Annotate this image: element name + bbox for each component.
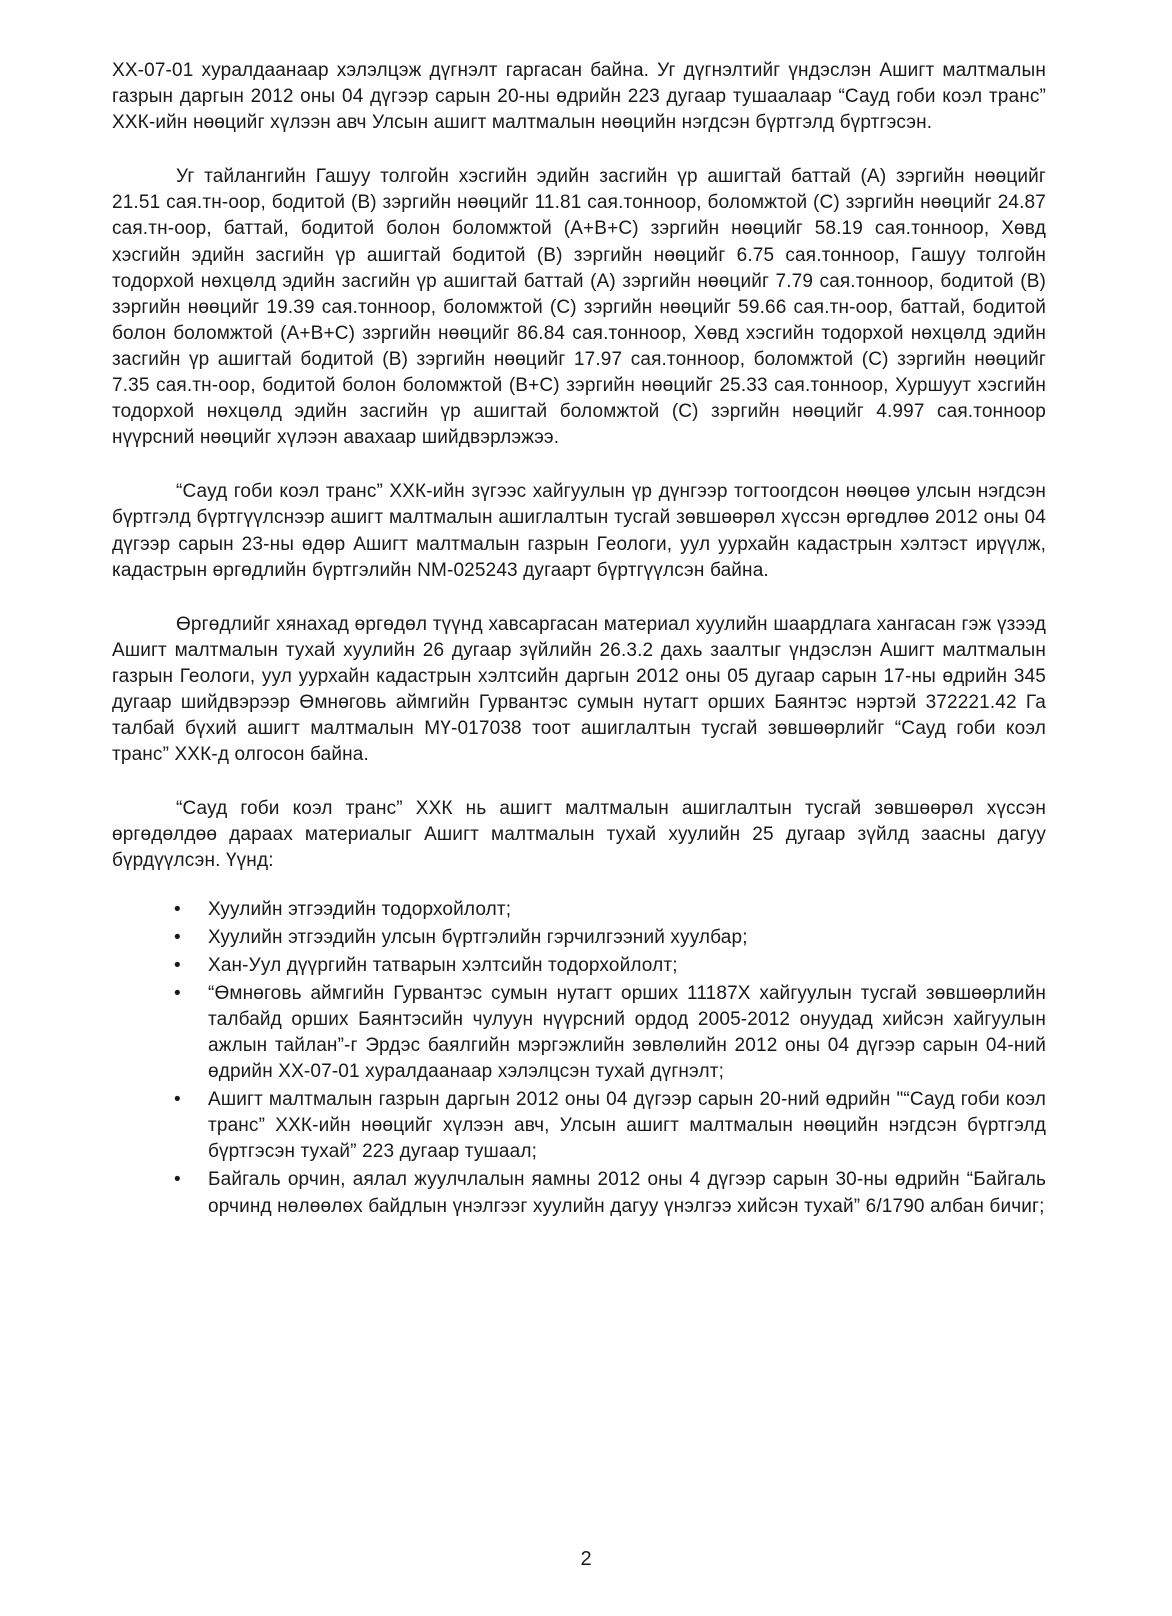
bullet-icon: • (174, 1089, 181, 1111)
list-item: • Хан-Уул дүүргийн татварын хэлтсийн тодорхойлолт; (168, 953, 1046, 979)
list-item: • Хуулийн этгээдийн тодорхойлолт; (168, 897, 1046, 923)
page-number: 2 (580, 1548, 592, 1570)
list-item: • “Өмнөговь аймгийн Гурвантэс сумын нутагт орших 11187Х хайгуулын тусгай зөвшөөрлийн талбайд орших Баянтэсийн чулуун нүүрсний ордод 2005-2012 онуудад хийсэн хайгуулын ажлын тайлан”-г Эрдэс баялгийн мэргэжлийн зөвлөлийн 2012 оны 04 дүгээр сарын 04-ний өдрийн XX-07-01 хуралдаанаар хэлэлцсэн тухай дүгнэлт; (174, 982, 1046, 1083)
bullet-icon: • (174, 898, 181, 920)
bullet-icon: • (174, 1169, 181, 1191)
paragraph-registration: “Сауд гоби коэл транс” ХХК-ийн зүгээс хайгуулын үр дүнгээр тогтоогдсон нөөцөө улсын нэгдсэн бүртгэлд бүртгүүлснээр ашигт малтмалын ашиглалтын тусгай зөвшөөрөл хүссэн өргөдлөө 2012 оны 04 дүгээр сарын 23-ны өдөр Ашигт малтмалын газрын Геологи, уул уурхайн кадастрын хэлтэст ирүүлж, кадастрын өргөдлийн бүртгэлийн NM-025243 дугаарт бүртгүүлсэн байна. (112, 481, 1046, 581)
bullet-icon: • (174, 954, 181, 976)
paragraph-materials: “Сауд гоби коэл транс” ХХК нь ашигт малтмалын ашиглалтын тусгай зөвшөөрөл хүссэн өргөдөлдөө дараах материалыг Ашигт малтмалын тухай хуулийн 25 дугаар зүйлд заасны дагуу бүрдүүлсэн. Үүнд: (112, 798, 1046, 872)
paragraph-continuation: XX-07-01 хуралдаанаар хэлэлцэж дүгнэлт гаргасан байна. Уг дүгнэлтийг үндэслэн Ашигт малтмалын газрын даргын 2012 оны 04 дүгээр сарын 20-ны өдрийн 223 дугаар тушаалаар “Сауд гоби коэл транс” ХХК-ийн нөөцийг хүлээн авч Улсын ашигт малтмалын нөөцийн нэгдсэн бүртгэлд бүртгэсэн. (112, 60, 1046, 134)
page-body (112, 58, 1046, 1222)
bullet-icon: • (174, 926, 181, 948)
list-item: • Хуулийн этгээдийн улсын бүртгэлийн гэрчилгээний хуулбар; (168, 925, 1046, 951)
paragraph-reserves: Уг тайлангийн Гашуу толгойн хэсгийн эдийн засгийн үр ашигтай баттай (А) зэргийн нөөцийг 21.51 сая.тн-оор, бодитой (В) зэргийн нөөцийг 11.81 сая.тонноор, боломжтой (С) зэргийн нөөцийг 24.87 сая.тн-оор, баттай, бодитой болон боломжтой (А+В+С) зэргийн нөөцийг 58.19 сая.тонноор, Хөвд хэсгийн эдийн засгийн үр ашигтай бодитой (В) зэргийн нөөцийг 6.75 сая.тонноор, Гашуу толгойн тодорхой нөхцөлд эдийн засгийн үр ашигтай баттай (А) зэргийн нөөцийг 7.79 сая.тонноор, бодитой (В) зэргийн нөөцийг 19.39 сая.тонноор, боломжтой (С) зэргийн нөөцийг 59.66 сая.тн-оор, баттай, бодитой болон боломжтой (А+В+С) зэргийн нөөцийг 86.84 сая.тонноор, Хөвд хэсгийн тодорхой нөхцөлд эдийн засгийн үр ашигтай бодитой (В) зэргийн нөөцийг 17.97 сая.тонноор, боломжтой (С) зэргийн нөөцийг 7.35 сая.тн-оор, бодитой болон боломжтой (В+С) зэргийн нөөцийг 25.33 сая.тонноор, Хуршуут хэсгийн тодорхой нөхцөлд эдийн засгийн үр ашигтай боломжтой (С) зэргийн нөөцийг 4.997 сая.тонноор нүүрсний нөөцийг хүлээн авахаар шийдвэрлэжээ. (112, 166, 1046, 449)
bullet-icon: • (174, 982, 181, 1004)
materials-list (168, 897, 1046, 1220)
list-item: • Байгаль орчин, аялал жуулчлалын яамны 2012 оны 4 дүгээр сарын 30-ны өдрийн “Байгаль орчинд нөлөөлөх байдлын үнэлгээг хуулийн дагуу үнэлгээ хийсэн тухай” 6/1790 албан бичиг; (174, 1169, 1046, 1217)
list-item: • Ашигт малтмалын газрын даргын 2012 оны 04 дүгээр сарын 20-ний өдрийн "“Сауд гоби коэл транс” ХХК-ийн нөөцийг хүлээн авч, Улсын ашигт малтмалын нөөцийн нэгдсэн бүртгэлд бүртгэсэн тухай” 223 дугаар тушаал; (174, 1089, 1046, 1163)
paragraph-license: Өргөдлийг хянахад өргөдөл түүнд хавсаргасан материал хуулийн шаардлага хангасан гэж үзээд Ашигт малтмалын тухай хуулийн 26 дугаар зүйлийн 26.3.2 дахь заалтыг үндэслэн Ашигт малтмалын газрын Геологи, уул уурхайн кадастрын хэлтсийн даргын 2012 оны 05 дугаар сарын 17-ны өдрийн 345 дугаар шийдвэрээр Өмнөговь аймгийн Гурвантэс сумын нутагт орших Баянтэс нэртэй 372221.42 Га талбай бүхий ашигт малтмалын МҮ-017038 тоот ашиглалтын тусгай зөвшөөрлийг “Сауд гоби коэл транс” ХХК-д олгосон байна. (112, 613, 1046, 766)
